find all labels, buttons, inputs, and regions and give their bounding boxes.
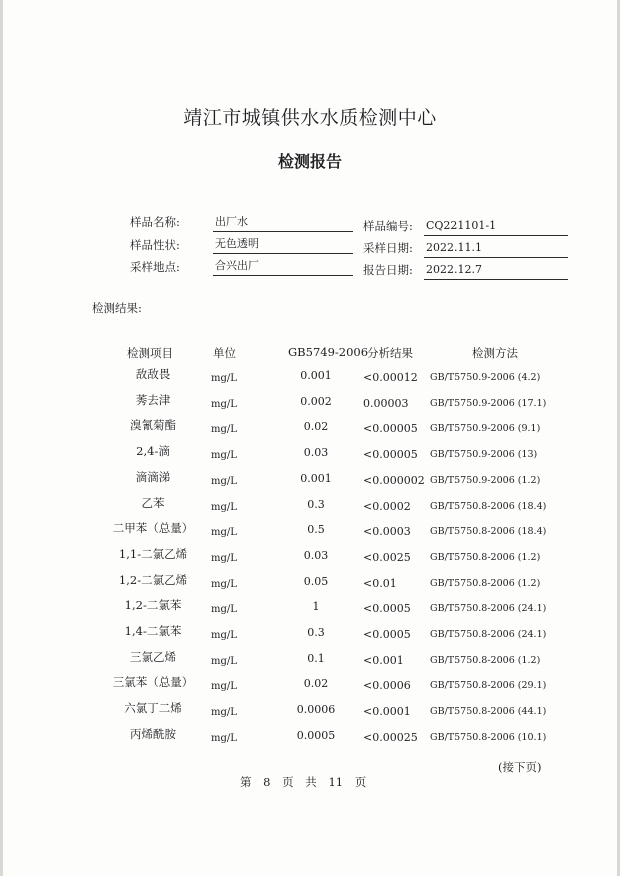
cell-limit: 0.02 [303, 677, 329, 691]
cell-limit: 0.05 [303, 574, 329, 588]
cell-method: GB/T5750.9-2006 (1.2) [430, 474, 541, 486]
sample-code-value: CQ221101-1 [424, 219, 568, 236]
page-number: 第 8 页 共 11 页 [240, 775, 367, 789]
results-label: 检测结果: [92, 301, 142, 315]
column-header-method: 检测方法 [472, 346, 518, 360]
cell-limit: 0.5 [307, 523, 325, 537]
cell-item: 莠去津 [135, 392, 171, 407]
cell-result: <0.0005 [363, 628, 411, 641]
cell-limit: 0.002 [300, 394, 332, 408]
cell-result: <0.00025 [363, 730, 418, 744]
cell-limit: 0.0006 [296, 703, 336, 717]
institution-title: 靖江市城镇供水水质检测中心 [183, 107, 437, 129]
cell-unit: mg/L [211, 475, 237, 487]
cell-method: GB/T5750.8-2006 (1.2) [430, 551, 541, 563]
cell-item: 溴氰菊酯 [130, 418, 176, 433]
cell-method: GB/T5750.8-2006 (1.2) [430, 654, 541, 666]
column-header-limit: GB5749-2006 [288, 345, 369, 359]
cell-unit: mg/L [211, 552, 237, 564]
cell-method: GB/T5750.8-2006 (10.1) [430, 731, 547, 743]
sample-nature-label: 样品性状: [130, 238, 180, 252]
cell-result: <0.00005 [363, 422, 418, 436]
cell-method: GB/T5750.9-2006 (4.2) [430, 372, 541, 383]
cell-unit: mg/L [211, 630, 237, 641]
cell-limit: 0.3 [307, 626, 325, 639]
cell-result: 0.00003 [363, 396, 409, 410]
cell-unit: mg/L [211, 450, 237, 462]
sample-code-label: 样品编号: [363, 219, 413, 233]
cell-result: <0.001 [363, 653, 404, 667]
cell-result: <0.0003 [363, 525, 411, 539]
cell-result: <0.00005 [363, 448, 418, 462]
cell-result: <0.01 [363, 576, 397, 590]
cell-limit: 0.001 [300, 369, 332, 382]
report-title: 检测报告 [277, 152, 342, 171]
cell-method: GB/T5750.8-2006 (18.4) [430, 526, 547, 538]
cell-method: GB/T5750.8-2006 (18.4) [430, 500, 547, 512]
sample-name-value: 出厂水 [213, 215, 353, 232]
cell-unit: mg/L [211, 398, 237, 410]
cell-item: 丙烯酰胺 [130, 726, 176, 741]
sample-date-value: 2022.11.1 [424, 241, 568, 258]
cell-unit: mg/L [211, 655, 237, 667]
cell-unit: mg/L [211, 604, 237, 616]
cell-unit: mg/L [211, 373, 237, 384]
cell-unit: mg/L [211, 707, 237, 719]
column-header-result: 分析结果 [367, 346, 413, 360]
cell-method: GB/T5750.8-2006 (24.1) [430, 629, 547, 640]
cell-limit: 0.3 [307, 497, 325, 511]
cell-item: 1,4-二氯苯 [124, 624, 182, 638]
cell-method: GB/T5750.8-2006 (24.1) [430, 603, 547, 615]
cell-unit: mg/L [211, 424, 237, 436]
cell-method: GB/T5750.8-2006 (44.1) [430, 706, 547, 718]
cell-item: 乙苯 [141, 495, 165, 510]
cell-item: 1,2-二氯苯 [124, 598, 182, 613]
sample-date-label: 采样日期: [363, 241, 413, 255]
column-header-unit: 单位 [213, 346, 236, 360]
sample-location-value: 合兴出厂 [213, 259, 353, 276]
cell-limit: 0.03 [303, 446, 329, 460]
page-edge-left [0, 0, 3, 876]
cell-unit: mg/L [211, 501, 237, 513]
cell-result: <0.00012 [363, 371, 418, 384]
cell-limit: 0.03 [303, 548, 329, 562]
cell-item: 1,2-二氯乙烯 [118, 572, 188, 587]
cell-item: 1,1-二氯乙烯 [118, 546, 188, 561]
cell-unit: mg/L [211, 578, 237, 590]
cell-limit: 0.1 [307, 651, 325, 665]
cell-item: 三氯乙烯 [130, 649, 176, 664]
cell-method: GB/T5750.9-2006 (17.1) [430, 397, 547, 409]
cell-item: 三氯苯（总量） [112, 675, 194, 690]
cell-unit: mg/L [211, 681, 237, 693]
report-date-value: 2022.12.7 [424, 263, 568, 280]
cell-item: 敌敌畏 [135, 367, 171, 381]
cell-result: <0.0001 [363, 705, 411, 719]
cell-result: <0.0002 [363, 499, 411, 513]
cell-result: <0.0025 [363, 550, 411, 564]
cell-method: GB/T5750.9-2006 (9.1) [430, 423, 541, 435]
column-header-item: 检测项目 [127, 346, 173, 360]
cell-result: <0.0006 [363, 679, 411, 693]
cell-unit: mg/L [211, 527, 237, 539]
cell-limit: 0.02 [303, 420, 329, 434]
cell-limit: 1 [312, 600, 320, 614]
cell-item: 2,4-滴 [136, 444, 170, 459]
continued-note: (接下页) [498, 760, 542, 774]
cell-limit: 0.0005 [296, 728, 336, 742]
cell-result: <0.000002 [363, 473, 425, 487]
sample-name-label: 样品名称: [130, 215, 180, 229]
cell-item: 六氯丁二烯 [124, 701, 182, 716]
sample-nature-value: 无色透明 [213, 237, 353, 254]
report-date-label: 报告日期: [363, 263, 413, 277]
cell-item: 滴滴涕 [135, 469, 171, 484]
cell-limit: 0.001 [300, 471, 332, 485]
sample-location-label: 采样地点: [130, 260, 180, 274]
cell-result: <0.0005 [363, 602, 411, 616]
cell-unit: mg/L [211, 732, 237, 744]
cell-method: GB/T5750.8-2006 (1.2) [430, 577, 541, 589]
cell-method: GB/T5750.8-2006 (29.1) [430, 680, 547, 692]
cell-item: 二甲苯（总量） [112, 521, 194, 536]
cell-method: GB/T5750.9-2006 (13) [430, 449, 538, 461]
